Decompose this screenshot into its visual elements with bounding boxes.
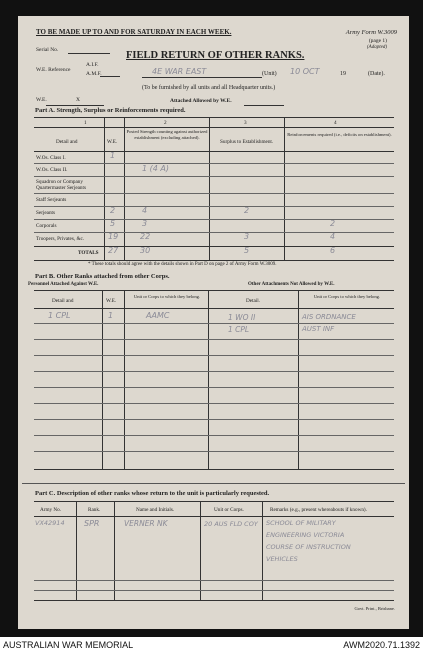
row-we-wo1: 1 [110,151,116,160]
date-label: (Date). [368,71,385,77]
c-hand-army-no: VX42914 [35,519,65,527]
row-posted-serjeants: 4 [142,206,148,215]
x-label: X [76,97,80,103]
furnish-note: (To be furnished by all units and all Headquarter units.) [142,85,276,91]
header-surplus: Surplus to Establishment. [220,139,274,145]
c-header-unit: Unit or Corps. [214,507,244,513]
printer-imprint: Govt. Print., Brisbane. [354,606,395,611]
c-header-remarks: Remarks (e.g., present whereabouts if known). [270,507,367,513]
c-header-name: Name and Initials. [136,507,175,513]
row-posted-troopers: 22 [140,232,151,241]
caption-accession-number: AWM2020.71.1392 [343,640,420,650]
totals-label: TOTALS [78,250,99,256]
row-label-wo2: W.Os. Class II. [36,167,68,173]
b-hand-unit2-1: AIS ORDNANCE [302,313,356,321]
row-label-wo1: W.Os. Class I. [36,155,66,161]
row-reinf-corporals: 2 [330,219,336,228]
amf-label: A.M.F. [86,71,102,77]
part-b-title: Part B. Other Ranks attached from other Corps. [35,273,170,280]
c-hand-unit: 20 AUS FLD COY [204,520,258,528]
aif-label: A.I.F. [86,62,99,68]
c-header-army-no: Army No. [40,507,62,513]
form-id: Army Form W.3009 [345,29,397,36]
part-b-left-subtitle: Personnel Attached Against W.E. [28,282,99,287]
row-reinf-troopers: 4 [330,232,336,241]
part-b-right-subtitle: Other Attachments Not Allowed by W.E. [248,282,335,287]
col-number-2: 2 [164,120,167,126]
header-posted-strength: Posted Strength counting against authorized establishment (excluding attached). [126,129,208,140]
totals-reinf: 6 [330,246,336,255]
row-surplus-troopers: 3 [244,232,250,241]
c-hand-remarks-2: ENGINEERING VICTORIA [266,531,345,539]
c-hand-remarks-1: SCHOOL OF MILITARY [266,519,336,527]
row-we-troopers: 19 [108,232,119,241]
header-we: W.E. [107,139,118,145]
col-number-4: 4 [334,120,337,126]
b-header-unit: Unit or Corps to which they belong. [133,294,201,299]
b-hand-detail2-1: 1 WO II [228,313,256,322]
we-label: W.E. [36,97,47,103]
serial-label: Serial No. [36,47,59,53]
b-hand-unit2-2: AUST INF [302,325,335,333]
row-we-corporals: 5 [110,219,116,228]
row-label-staff-sgts: Staff Serjeants [36,197,67,203]
date-handwritten: 10 OCT [290,67,320,76]
form-title: FIELD RETURN OF OTHER RANKS. [126,50,305,61]
row-label-cqms: Squadron or Company Quartermaster Serjeants [36,179,86,191]
row-label-serjeants: Serjeants [36,210,56,216]
b-hand-unit: AAMC [146,311,170,320]
row-surplus-serjeants: 2 [244,206,250,215]
part-a-title: Part A. Strength, Surplus or Reinforcements required. [35,107,186,114]
row-posted-wo2: 1 (4 A) [142,164,169,173]
col-number-3: 3 [244,120,247,126]
b-hand-we: 1 [108,311,114,320]
b-hand-detail: 1 CPL [48,311,71,320]
c-header-rank: Rank. [88,507,101,513]
c-hand-rank: SPR [84,519,100,528]
row-label-corporals: Corporals [36,223,57,229]
attached-label: Attached Allowed by W.E. [170,98,232,104]
totals-posted: 30 [140,246,151,255]
row-label-troopers: Troopers, Privates, &c. [36,236,85,242]
b-header-detail2: Detail. [246,298,260,304]
col-number-1: 1 [84,120,87,126]
unit-label: (Unit) [262,71,277,77]
header-detail: Detail and [56,139,78,145]
part-a-table [34,117,394,261]
b-header-unit2: Unit or Corps to which they belong. [313,294,381,299]
we-reference-label: W.E. Reference [36,67,71,73]
top-note: TO BE MADE UP TO AND FOR SATURDAY IN EACH WEEK. [36,28,232,36]
b-header-we: W.E. [106,298,117,304]
b-header-detail: Detail and [52,298,74,304]
unit-handwritten: 4E WAR EAST [152,67,207,76]
totals-we: 27 [108,246,119,255]
part-c-table [34,501,394,601]
form-adapted: (Adapted) [367,45,387,50]
c-hand-remarks-4: VEHICLES [266,555,298,563]
c-hand-remarks-3: COURSE OF INSTRUCTION [266,543,351,551]
totals-surplus: 5 [244,246,250,255]
part-c-title: Part C. Description of other ranks whose return to the unit is particularly requested. [35,490,270,497]
row-we-serjeants: 2 [110,206,116,215]
c-hand-name: VERNER NK [124,519,168,528]
totals-note: * These totals should agree with the details shown in Part D on page 2 of Army Form W.3009. [88,262,277,267]
b-hand-detail2-2: 1 CPL [228,325,250,334]
form-page: (page 1) [368,38,387,44]
year-prefix: 19 [340,71,346,77]
caption-institution: AUSTRALIAN WAR MEMORIAL [3,640,134,650]
header-reinforcements: Reinforcements required (i.e., deficits on establishment). [287,132,392,137]
part-b-table [34,290,394,470]
row-posted-corporals: 3 [142,219,148,228]
army-form-page [18,16,409,629]
